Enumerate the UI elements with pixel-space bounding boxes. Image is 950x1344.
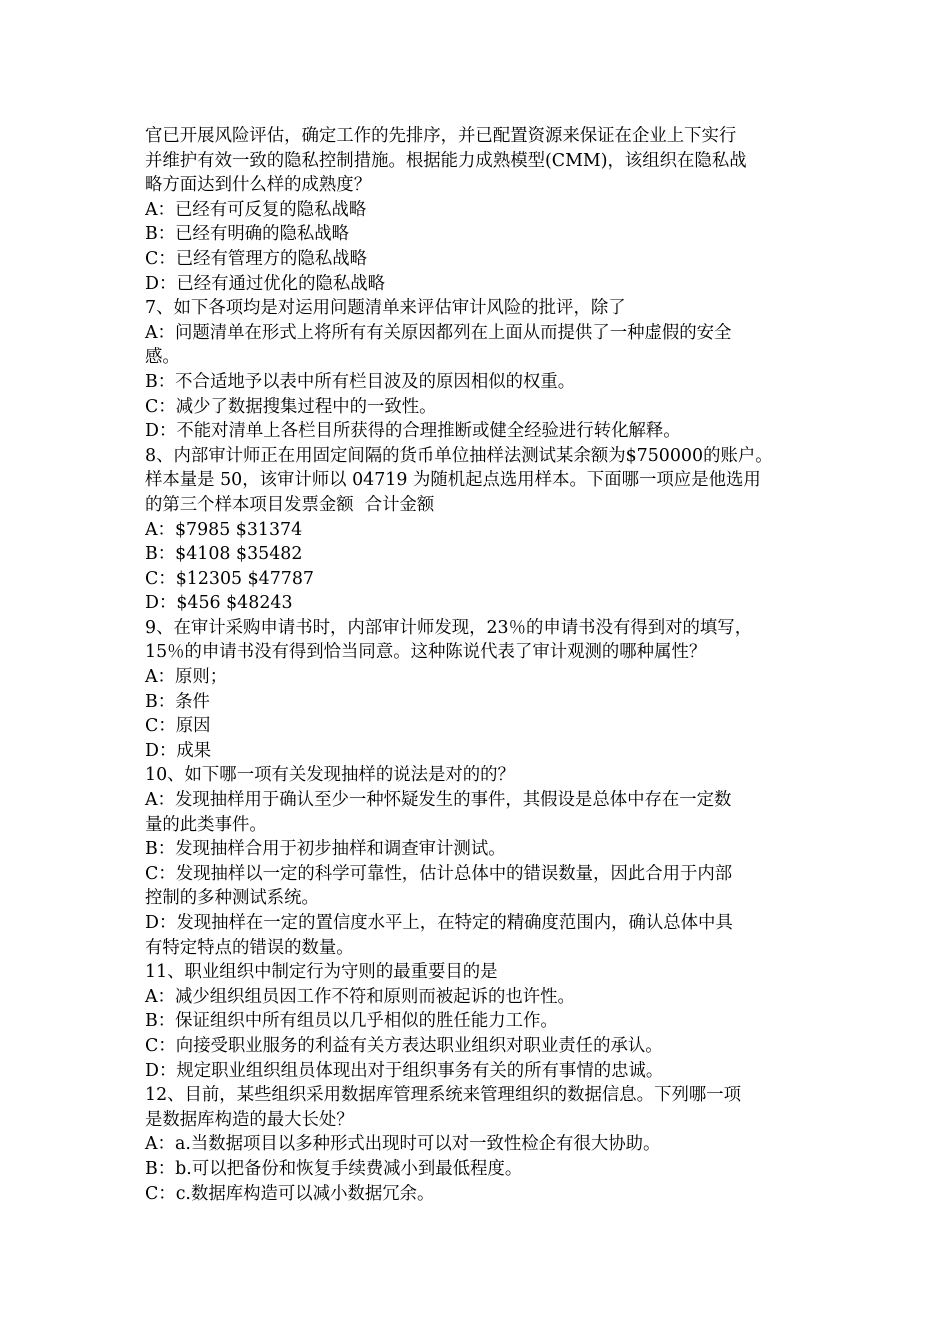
question-line: 的第三个样本项目发票金额 合计金额: [145, 494, 435, 515]
question-line: 15％的申请书没有得到恰当同意。这种陈说代表了审计观测的哪种属性？: [145, 642, 707, 663]
option-line: D：不能对清单上各栏目所获得的合理推断或健全经验进行转化解释。: [145, 421, 681, 442]
option-line: C：向接受职业服务的利益有关方表达职业组织对职业责任的承认。: [145, 1035, 663, 1056]
option-line: C：发现抽样以一定的科学可靠性，估计总体中的错误数量，因此合用于内部: [145, 863, 733, 884]
option-line: D：成果: [145, 740, 212, 761]
question-line: 9、在审计采购申请书时，内部审计师发现，23％的申请书没有得到对的填写，: [145, 617, 753, 638]
option-line: C：$12305 $47787: [145, 568, 314, 589]
text-line: 并维护有效一致的隐私控制措施。根据能力成熟模型(CMM)，该组织在隐私战: [145, 150, 747, 171]
option-line: 感。: [145, 347, 180, 368]
option-line: B：已经有明确的隐私战略: [145, 224, 350, 245]
option-line: C：原因: [145, 716, 211, 737]
option-line: D：规定职业组织组员体现出对于组织事务有关的所有事情的忠诚。: [145, 1060, 664, 1081]
option-line: B：条件: [145, 691, 210, 712]
question-line: 样本量是 50，该审计师以 04719 为随机起点选用样本。下面哪一项应是他选用: [145, 470, 761, 491]
option-line: A：原则；: [145, 667, 228, 688]
option-line: C：已经有管理方的隐私战略: [145, 248, 367, 269]
option-line: 量的此类事件。: [145, 814, 267, 835]
option-line: D：$456 $48243: [145, 593, 293, 614]
option-line: B：保证组织中所有组员以几乎相似的胜任能力工作。: [145, 1011, 558, 1032]
option-line: D：已经有通过优化的隐私战略: [145, 273, 386, 294]
option-line: C：减少了数据搜集过程中的一致性。: [145, 396, 437, 417]
option-line: A：$7985 $31374: [145, 519, 303, 540]
option-line: A：减少组织组员因工作不符和原则而被起诉的也许性。: [145, 986, 575, 1007]
text-line: 官已开展风险评估，确定工作的先排序，并已配置资源来保证在企业上下实行: [145, 126, 737, 146]
question-line: 11、职业组织中制定行为守则的最重要目的是: [145, 962, 498, 983]
question-line: 7、如下各项均是对运用问题清单来评估审计风险的批评，除了: [145, 298, 626, 319]
option-line: A：发现抽样用于确认至少一种怀疑发生的事件，其假设是总体中存在一定数: [145, 790, 732, 811]
option-line: 控制的多种测试系统。: [145, 888, 319, 909]
question-line: 是数据库构造的最大长处？: [145, 1109, 354, 1130]
option-line: D：发现抽样在一定的置信度水平上，在特定的精确度范围内，确认总体中具: [145, 913, 733, 933]
option-line: C：c.数据库构造可以减小数据冗余。: [145, 1183, 435, 1204]
option-line: B：b.可以把备份和恢复手续费减小到最低程度。: [145, 1158, 523, 1179]
option-line: A：已经有可反复的隐私战略: [145, 199, 367, 220]
question-line: 8、内部审计师正在用固定间隔的货币单位抽样法测试某余额为$750000的账户。: [145, 445, 773, 466]
option-line: 有特定特点的错误的数量。: [145, 937, 354, 958]
question-line: 12、目前，某些组织采用数据库管理系统来管理组织的数据信息。下列哪一项: [145, 1085, 742, 1106]
question-line: 10、如下哪一项有关发现抽样的说法是对的的？: [145, 765, 515, 786]
option-line: B：发现抽样合用于初步抽样和调查审计测试。: [145, 839, 506, 860]
option-line: B：不合适地予以表中所有栏目波及的原因相似的权重。: [145, 371, 576, 392]
option-line: A：问题清单在形式上将所有有关原因都列在上面从而提供了一种虚假的安全: [145, 322, 732, 343]
option-line: B：$4108 $35482: [145, 544, 303, 565]
document-body: [145, 124, 825, 1206]
text-line: 略方面达到什么样的成熟度？: [145, 175, 372, 196]
option-line: A：a.当数据项目以多种形式出现时可以对一致性检企有很大协助。: [145, 1134, 661, 1155]
